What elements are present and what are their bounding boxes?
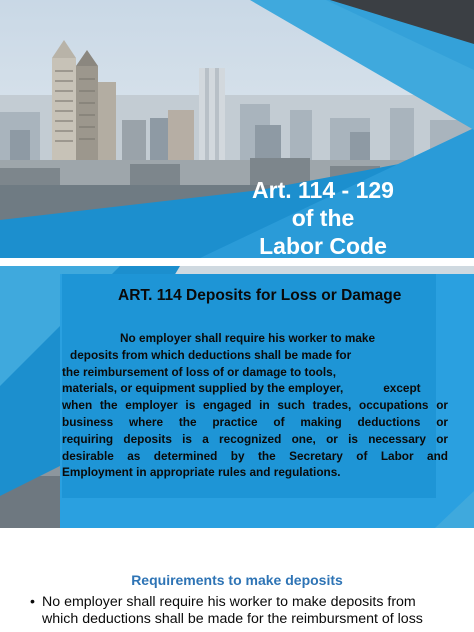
body-line-4-text: materials, or equipment supplied by the employer, — [62, 381, 344, 396]
body-line-6: business where the practice of making deductions or — [62, 414, 448, 429]
body-line-8: desirable as determined by the Secretary of Labor and — [62, 448, 448, 463]
article-slide — [0, 266, 474, 528]
title-line-2: of the — [291, 205, 355, 231]
requirements-list — [30, 594, 470, 628]
requirements-slide — [0, 536, 474, 632]
body-line-4-except: except — [383, 381, 421, 396]
bullet-text-line-2: which deductions shall be made for the reimbursment of loss — [42, 611, 423, 627]
bullet-text-line-1: No employer shall require his worker to make deposits from — [42, 594, 416, 610]
requirements-title: Requirements to make deposits — [131, 572, 343, 588]
title-line-1: Art. 114 - 129 — [252, 177, 394, 203]
article-body — [62, 330, 448, 481]
body-line-2: deposits from which deductions shall be made for — [70, 347, 352, 362]
slide-title — [205, 176, 441, 258]
list-item — [30, 611, 470, 628]
title-line-3: Labor Code — [259, 233, 387, 258]
body-line-9: Employment in appropriate rules and regulations. — [62, 465, 341, 480]
bullet-icon: • — [30, 594, 35, 610]
body-line-5: when the employer is engaged in such trades, occupations or — [62, 398, 448, 413]
body-line-1: No employer shall require his worker to make — [120, 331, 376, 345]
body-line-7: requiring deposits is a recognized one, or is necessary or — [62, 431, 448, 446]
body-line-4 — [62, 380, 448, 397]
list-item — [30, 594, 470, 611]
title-slide — [0, 0, 474, 258]
body-line-3: the reimbursement of loss of or damage to tools, — [62, 364, 336, 379]
article-heading: ART. 114 Deposits for Loss or Damage — [118, 287, 402, 304]
